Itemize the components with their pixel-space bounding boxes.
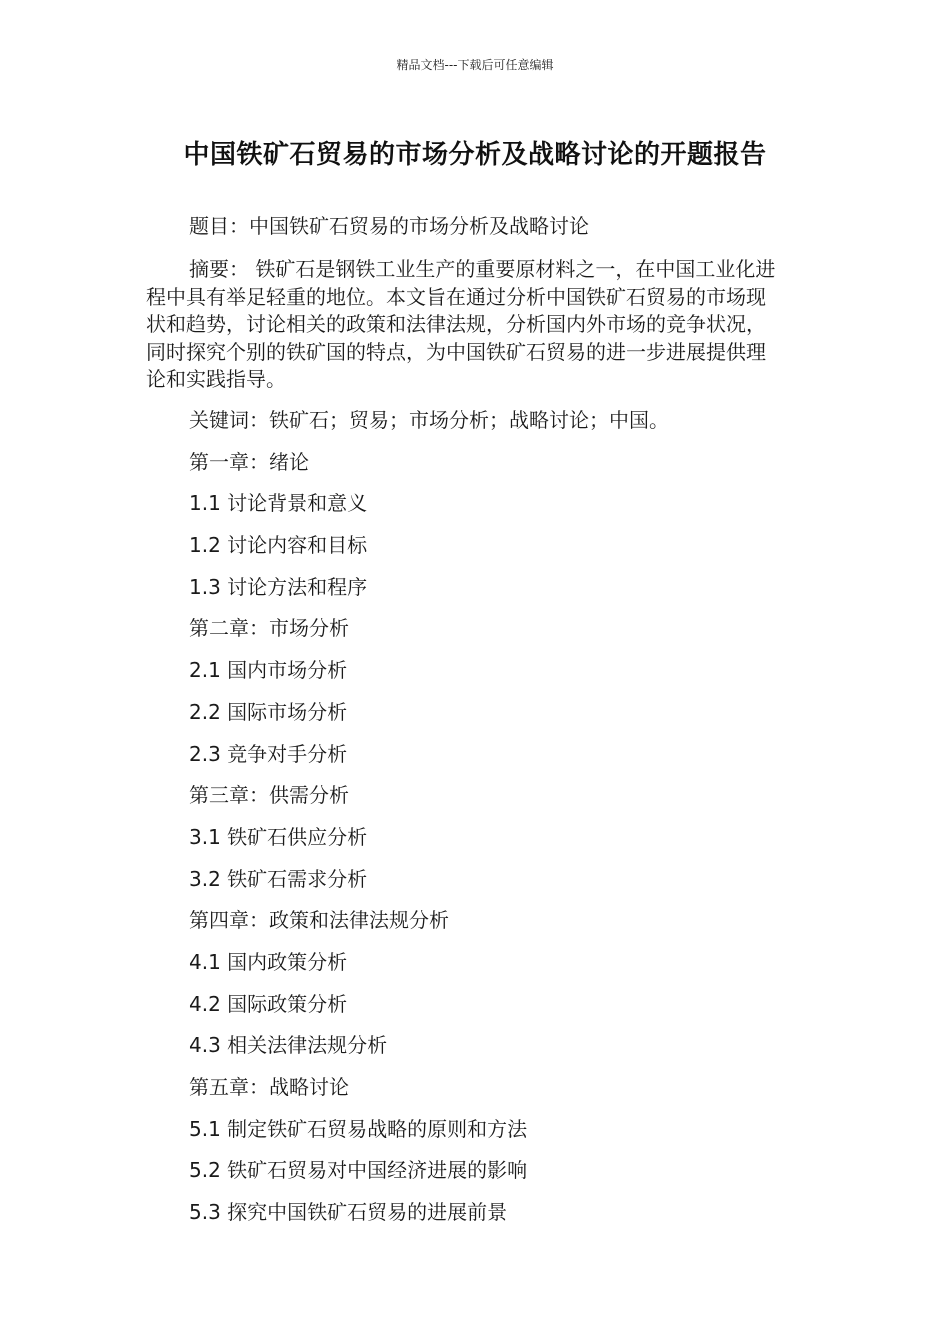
section-item: 4.1 国内政策分析	[189, 949, 348, 974]
subject-line: 题目：中国铁矿石贸易的市场分析及战略讨论	[189, 214, 589, 238]
section-item: 3.2 铁矿石需求分析	[189, 866, 368, 891]
chapter-heading: 第五章：战略讨论	[189, 1075, 349, 1099]
abstract-paragraph	[146, 256, 806, 394]
chapter-heading: 第一章：绪论	[189, 449, 309, 474]
section-item: 1.3 讨论方法和程序	[189, 574, 368, 599]
chapter-heading: 第四章：政策和法律法规分析	[189, 908, 449, 933]
chapter-heading: 第三章：供需分析	[189, 783, 349, 808]
abstract-line: 状和趋势，讨论相关的政策和法律法规，分析国内外市场的竞争状况，	[146, 312, 766, 336]
abstract-line: 同时探究个别的铁矿国的特点，为中国铁矿石贸易的进一步进展提供理	[146, 339, 766, 364]
keywords-line: 关键词：铁矿石；贸易；市场分析；战略讨论；中国。	[189, 408, 669, 432]
section-item: 5.1 制定铁矿石贸易战略的原则和方法	[189, 1116, 528, 1141]
document-title: 中国铁矿石贸易的市场分析及战略讨论的开题报告	[183, 140, 767, 170]
section-item: 4.2 国际政策分析	[189, 991, 348, 1016]
abstract-line: 程中具有举足轻重的地位。本文旨在通过分析中国铁矿石贸易的市场现	[146, 284, 766, 309]
section-item: 2.1 国内市场分析	[189, 658, 348, 683]
section-item: 1.1 讨论背景和意义	[189, 491, 368, 516]
section-item: 4.3 相关法律法规分析	[189, 1033, 388, 1058]
outline-list	[189, 407, 809, 1241]
abstract-line: 论和实践指导。	[146, 367, 286, 391]
section-item: 1.2 讨论内容和目标	[189, 533, 368, 558]
chapter-heading: 第二章：市场分析	[189, 616, 349, 641]
abstract-line: 摘要： 铁矿石是钢铁工业生产的重要原材料之一，在中国工业化进	[189, 257, 776, 281]
page-header-note: 精品文档---下载后可任意编辑	[396, 58, 554, 72]
section-item: 5.2 铁矿石贸易对中国经济进展的影响	[189, 1158, 528, 1183]
section-item: 2.3 竞争对手分析	[189, 741, 348, 766]
section-item: 2.2 国际市场分析	[189, 699, 348, 724]
section-item: 5.3 探究中国铁矿石贸易的进展前景	[189, 1200, 508, 1225]
section-item: 3.1 铁矿石供应分析	[189, 824, 368, 849]
